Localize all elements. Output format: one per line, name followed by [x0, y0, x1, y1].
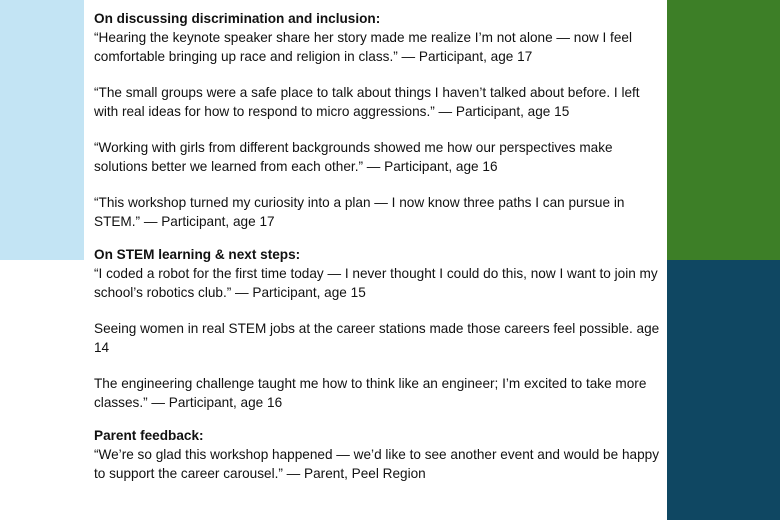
- section-heading-inclusion: On discussing discrimination and inclusion:: [94, 11, 381, 26]
- section-heading-parent: Parent feedback:: [94, 428, 204, 443]
- quote-robot: “I coded a robot for the first time today — I never thought I could do this, now I want to join my school’s robotics club.” — Participant, age 15: [94, 266, 658, 300]
- testimonials-content: [94, 9, 660, 500]
- quote-small-groups: “The small groups were a safe place to talk about things I haven’t talked about before. I left with real ideas for how to respond to micro aggressions.” — Participant, age 15: [94, 85, 640, 119]
- quote-keynote: “Hearing the keynote speaker share her story made me realize I’m not alone — now I feel comfortable bringing up race and religion in class.” — Participant, age 17: [94, 30, 632, 64]
- green-decor-block: [667, 0, 780, 260]
- quote-backgrounds: “Working with girls from different backgrounds showed me how our perspectives make solutions better we learned from each other.” — Participant, age 16: [94, 140, 613, 174]
- quote-parent: “We’re so glad this workshop happened — we’d like to see another event and would be happy to support the career carousel.” — Parent, Peel Region: [94, 447, 659, 481]
- navy-decor-block: [667, 260, 780, 520]
- quote-career-stations: Seeing women in real STEM jobs at the career stations made those careers feel possible. age 14: [94, 321, 660, 355]
- quote-engineering: The engineering challenge taught me how to think like an engineer; I’m excited to take more classes.” — Participant, age 16: [94, 376, 647, 410]
- light-blue-decor-block: [0, 0, 84, 260]
- quote-curiosity: “This workshop turned my curiosity into a plan — I now know three paths I can pursue in STEM.” — Participant, age 17: [94, 195, 625, 229]
- section-heading-stem: On STEM learning & next steps:: [94, 247, 301, 262]
